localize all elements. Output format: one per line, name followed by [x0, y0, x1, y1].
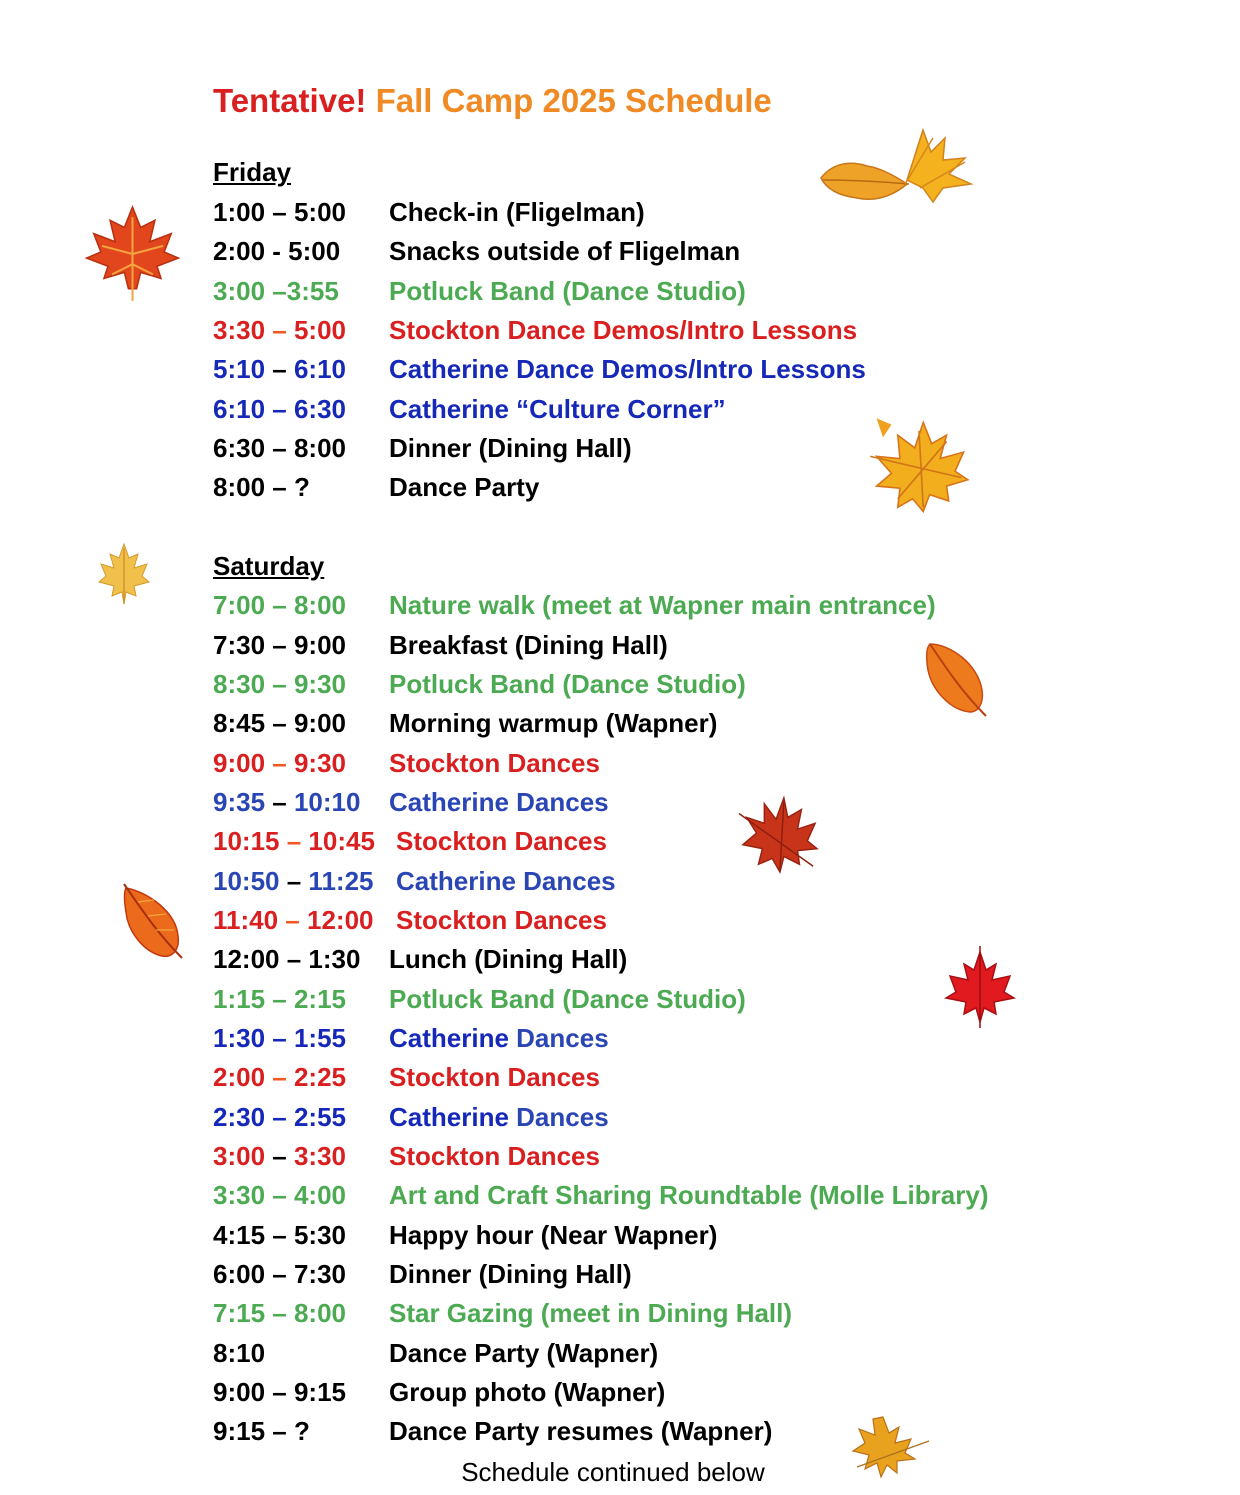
row-time: 8:30 – 9:30: [213, 669, 346, 699]
row-time: 1:30 – 1:55: [213, 1023, 346, 1053]
maple-leaf-icon: [736, 794, 820, 876]
row-event: Morning warmup (Wapner): [389, 708, 718, 738]
row-time: 2:30 – 2:55: [213, 1102, 346, 1132]
row-time: 5:10 – 6:10: [213, 354, 346, 384]
section-heading-saturday: Saturday: [213, 551, 325, 581]
footer-note: Schedule continued below: [461, 1457, 765, 1487]
row-time: 8:45 – 9:00: [213, 708, 346, 738]
maple-leaf-icon: [865, 414, 973, 520]
row-event: Snacks outside of Fligelman: [389, 236, 741, 266]
row-event: Star Gazing (meet in Dining Hall): [389, 1298, 793, 1328]
row-event: Stockton Dances: [389, 748, 600, 778]
row-time: 7:00 – 8:00: [213, 590, 346, 620]
row-event: Catherine “Culture Corner”: [389, 394, 726, 424]
row-event: Dinner (Dining Hall): [389, 1259, 632, 1289]
row-time: 8:10: [213, 1338, 266, 1368]
row-event: Dance Party (Wapner): [389, 1338, 659, 1368]
row-event: Stockton Dances: [389, 1141, 600, 1171]
row-event: Potluck Band (Dance Studio): [389, 984, 746, 1014]
birch-leaf-icon: [118, 882, 188, 962]
row-time: 6:30 – 8:00: [213, 433, 346, 463]
row-time: 9:35 – 10:10: [213, 787, 361, 817]
row-event: Group photo (Wapner): [389, 1377, 666, 1407]
row-time: 3:30 – 5:00: [213, 315, 346, 345]
row-event: Dinner (Dining Hall): [389, 433, 632, 463]
row-time: 10:15 – 10:45: [213, 826, 375, 856]
row-event: Dance Party resumes (Wapner): [389, 1416, 773, 1446]
row-time: 7:15 – 8:00: [213, 1298, 346, 1328]
row-event: Happy hour (Near Wapner): [389, 1220, 718, 1250]
row-time: 12:00 – 1:30: [213, 944, 361, 974]
row-event: Check-in (Fligelman): [389, 197, 645, 227]
row-time: 6:00 – 7:30: [213, 1259, 346, 1289]
row-time: 9:15 – ?: [213, 1416, 310, 1446]
oak-leaf-icon: [815, 118, 975, 208]
row-event: Potluck Band (Dance Studio): [389, 276, 746, 306]
row-time: 4:15 – 5:30: [213, 1220, 346, 1250]
title-main: Fall Camp 2025 Schedule: [366, 82, 772, 119]
row-time: 2:00 – 2:25: [213, 1062, 346, 1092]
row-event: Stockton Dances: [396, 826, 607, 856]
row-event: Catherine Dances: [389, 787, 609, 817]
row-time: 3:30 – 4:00: [213, 1180, 346, 1210]
birch-leaf-icon: [920, 638, 990, 718]
title-tentative: Tentative!: [213, 82, 367, 119]
row-time: 1:15 – 2:15: [213, 984, 346, 1014]
row-event: Lunch (Dining Hall): [389, 944, 628, 974]
row-time: 8:00 – ?: [213, 472, 310, 502]
maple-leaf-icon: [844, 1414, 930, 1480]
row-time: 3:00 –3:55: [213, 276, 339, 306]
row-event: Stockton Dances: [396, 905, 607, 935]
row-event: Catherine Dances: [389, 1023, 609, 1053]
row-event: Breakfast (Dining Hall): [389, 630, 668, 660]
section-heading-friday: Friday: [213, 157, 292, 187]
maple-leaf-icon: [98, 542, 150, 606]
row-time: 7:30 – 9:00: [213, 630, 346, 660]
row-event: Catherine Dances: [389, 1102, 609, 1132]
maple-leaf-icon: [944, 946, 1016, 1030]
row-event: Stockton Dances: [389, 1062, 600, 1092]
row-event: Art and Craft Sharing Roundtable (Molle Library): [389, 1180, 989, 1210]
row-event: Potluck Band (Dance Studio): [389, 669, 746, 699]
row-event: Dance Party: [389, 472, 540, 502]
row-event: Stockton Dance Demos/Intro Lessons: [389, 315, 858, 345]
row-time: 11:40 – 12:00: [213, 905, 374, 935]
row-time: 6:10 – 6:30: [213, 394, 346, 424]
row-time: 10:50 – 11:25: [213, 866, 374, 896]
maple-leaf-icon: [80, 203, 185, 305]
row-time: 9:00 – 9:30: [213, 748, 346, 778]
row-time: 2:00 - 5:00: [213, 236, 341, 266]
row-time: 3:00 – 3:30: [213, 1141, 346, 1171]
row-event: Nature walk (meet at Wapner main entrance): [389, 590, 936, 620]
row-event: Catherine Dance Demos/Intro Lessons: [389, 354, 866, 384]
row-event: Catherine Dances: [396, 866, 616, 896]
row-time: 1:00 – 5:00: [213, 197, 346, 227]
row-time: 9:00 – 9:15: [213, 1377, 346, 1407]
page-title: [213, 82, 772, 120]
